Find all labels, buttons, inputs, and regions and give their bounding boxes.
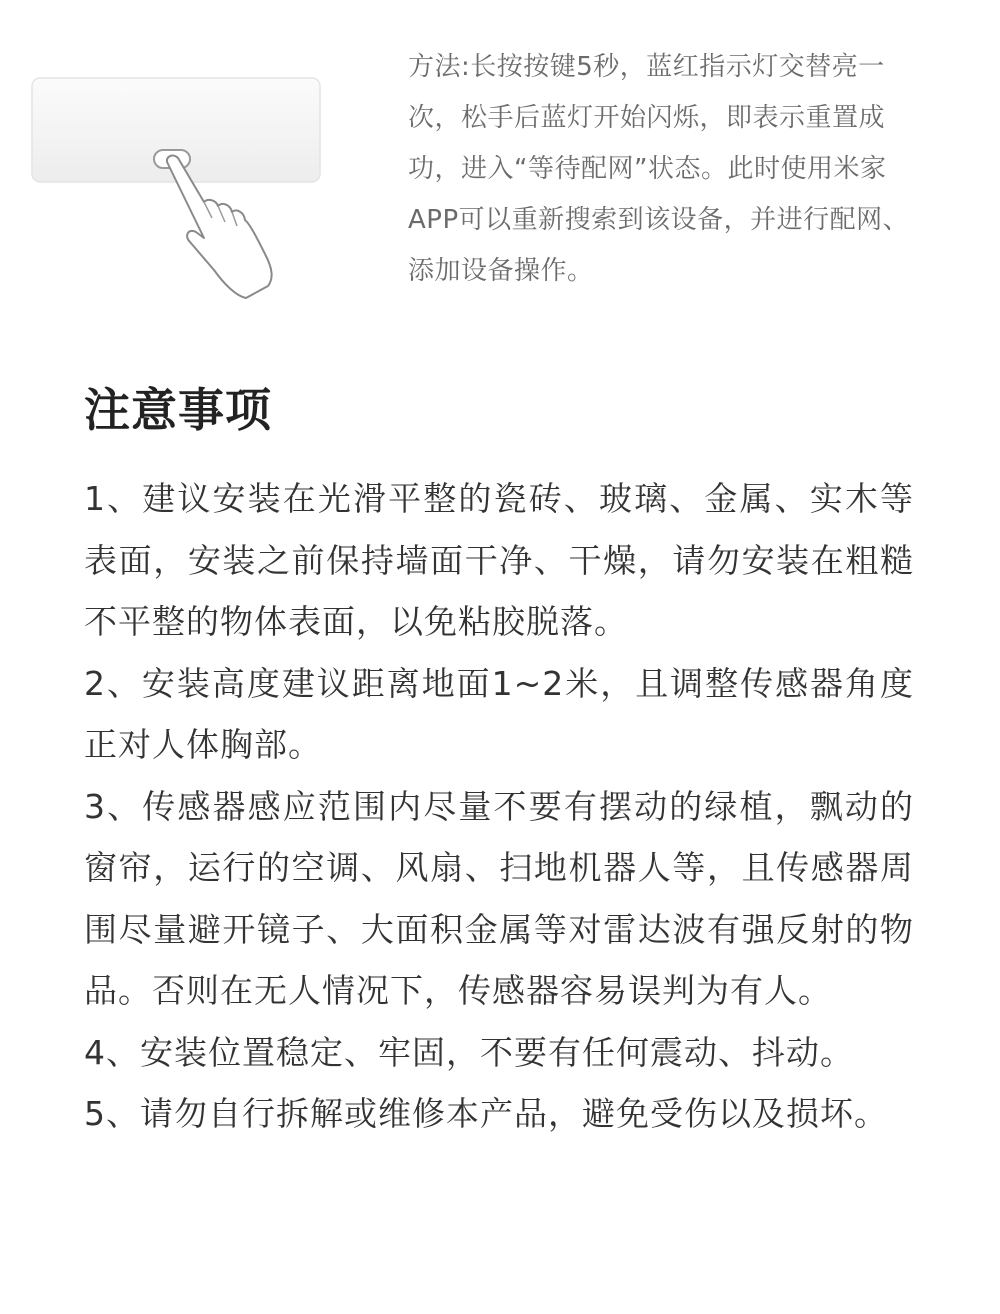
notes-list: [84, 468, 914, 1145]
reset-instructions-section: [0, 0, 1000, 320]
note-item-4: 4、安装位置稳定、牢固，不要有任何震动、抖动。: [84, 1032, 854, 1072]
notes-title: 注意事项: [84, 383, 272, 437]
note-item-5: 5、请勿自行拆解或维修本产品，避免受伤以及损坏。: [84, 1094, 888, 1133]
note-item-3: 3、传感器感应范围内尽量不要有摆动的绿植，飘动的窗帘，运行的空调、风扇、扫地机器人等，且传感器周围尽量避开镜子、大面积金属等对雷达波有强反射的物品。否则在无人情况下，传感器容易误判为有人。: [84, 786, 914, 1010]
note-item-2: 2、安装高度建议距离地面1~2米，且调整传感器角度正对人体胸部。: [84, 663, 914, 764]
note-item-1: 1、建议安装在光滑平整的瓷砖、玻璃、金属、实木等表面，安装之前保持墙面干净、干燥，请勿安装在粗糙不平整的物体表面，以免粘胶脱落。: [84, 479, 914, 641]
device-illustration: [28, 72, 328, 302]
reset-method-text: 方法:长按按键5秒，蓝红指示灯交替亮一次，松手后蓝灯开始闪烁，即表示重置成功，进入“等待配网”状态。此时使用米家APP可以重新搜索到该设备，并进行配网、添加设备操作。: [408, 52, 910, 286]
